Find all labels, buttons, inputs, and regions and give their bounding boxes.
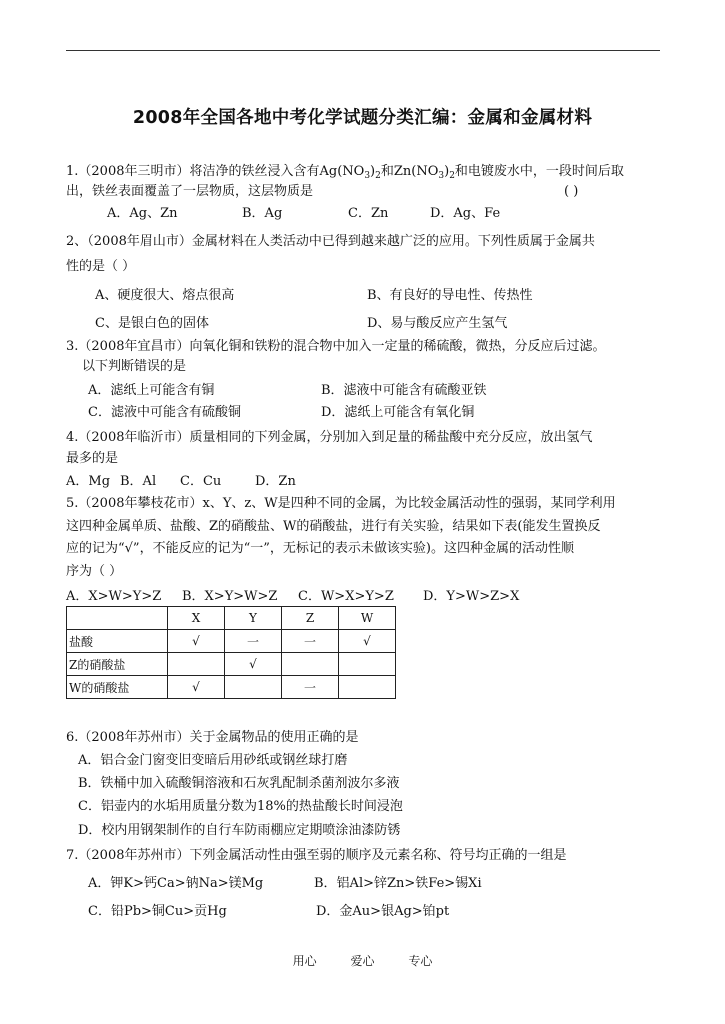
question-3-stem: 3.（2008年宜昌市）向氧化铜和铁粉的混合物中加入一定量的稀硫酸，微热，分反应后过滤。	[66, 339, 606, 354]
header-rule	[66, 50, 660, 51]
q1-option-a: A．Ag、Zn	[107, 206, 178, 221]
table-cell	[339, 653, 396, 676]
q4-option-b: B．Al	[120, 474, 157, 489]
table-header-cell: Z	[282, 607, 339, 630]
reaction-table	[66, 606, 396, 699]
footer-text: 爱心	[350, 954, 375, 968]
answer-paren: ( )	[564, 184, 579, 199]
table-cell	[339, 676, 396, 699]
table-header-row	[67, 607, 396, 630]
q1-option-d: D．Ag、Fe	[430, 206, 501, 221]
table-cell: √	[339, 630, 396, 653]
page-title: 2008年全国各地中考化学试题分类汇编：金属和金属材料	[132, 108, 593, 128]
q3-option-c: C．滤液中可能含有硫酸铜	[88, 405, 241, 420]
question-5-line4: 序为（ ）	[66, 564, 123, 579]
table-cell: √	[168, 676, 225, 699]
question-2-stem: 2、（2008年眉山市）金属材料在人类活动中已得到越来越广泛的应用。下列性质属于金属共	[66, 234, 595, 249]
table-cell: √	[168, 630, 225, 653]
question-4-stem: 4.（2008年临沂市）质量相同的下列金属，分别加入到足量的稀盐酸中充分反应，放出氢气	[66, 430, 593, 445]
question-7-stem: 7.（2008年苏州市）下列金属活动性由强至弱的顺序及元素名称、符号均正确的一组是	[66, 848, 567, 863]
q6-option-b: B．铁桶中加入硫酸铜溶液和石灰乳配制杀菌剂波尔多液	[78, 776, 400, 791]
table-row	[67, 630, 396, 653]
row-label: W的硝酸盐	[67, 676, 168, 699]
table-header-cell: W	[339, 607, 396, 630]
q7-option-b: B．铝Al>锌Zn>铁Fe>锡Xi	[314, 876, 482, 891]
row-label: Z的硝酸盐	[67, 653, 168, 676]
q2-option-c: C、是银白色的固体	[95, 316, 209, 331]
table-row	[67, 653, 396, 676]
q5-option-b: B．X>Y>W>Z	[182, 589, 278, 604]
q6-option-d: D．校内用钢架制作的自行车防雨棚应定期喷涂油漆防锈	[78, 823, 401, 838]
q7-option-d: D．金Au>银Ag>铂pt	[316, 904, 450, 919]
q3-option-a: A．滤纸上可能含有铜	[88, 383, 215, 398]
table-cell	[282, 653, 339, 676]
q5-option-a: A．X>W>Y>Z	[66, 589, 162, 604]
table-header-cell: X	[168, 607, 225, 630]
q5-option-c: C．W>X>Y>Z	[298, 589, 394, 604]
q4-option-a: A．Mg	[66, 474, 111, 489]
q4-option-d: D．Zn	[255, 474, 296, 489]
table-cell: √	[225, 653, 282, 676]
q3-option-d: D．滤纸上可能含有氧化铜	[321, 405, 475, 420]
q7-option-c: C．铅Pb>铜Cu>贡Hg	[88, 904, 227, 919]
q2-option-d: D、易与酸反应产生氢气	[367, 316, 508, 331]
table-row	[67, 676, 396, 699]
q4-option-c: C．Cu	[180, 474, 222, 489]
footer-text: 专心	[408, 954, 433, 968]
question-2-line2: 性的是（ ）	[66, 259, 136, 274]
q2-option-b: B、有良好的导电性、传热性	[367, 288, 533, 303]
q5-option-d: D．Y>W>Z>X	[423, 589, 520, 604]
question-1-stem: 1.（2008年三明市）将洁净的铁丝浸入含有$Ag(NO_3)_2$和$Zn(NO_3)_2$和电镀废水中，一段时间后取	[66, 164, 624, 181]
question-1-line2: 出，铁丝表面覆盖了一层物质，这层物质是	[66, 184, 314, 199]
q7-option-a: A．钾K>钙Ca>钠Na>镁Mg	[88, 876, 264, 891]
table-header-cell: Y	[225, 607, 282, 630]
q6-option-a: A．铝合金门窗变旧变暗后用砂纸或钢丝球打磨	[78, 753, 348, 768]
table-cell	[168, 653, 225, 676]
row-label: 盐酸	[67, 630, 168, 653]
table-corner-cell	[67, 607, 168, 630]
question-6-stem: 6.（2008年苏州市）关于金属物品的使用正确的是	[66, 730, 359, 745]
q1-option-c: C．Zn	[348, 206, 389, 221]
q6-option-c: C．铝壶内的水垢用质量分数为18%的热盐酸长时间浸泡	[78, 799, 403, 814]
question-5-line3: 应的记为“√”，不能反应的记为“一”，无标记的表示未做该实验)。这四种金属的活动性顺	[66, 541, 574, 556]
page-footer	[0, 952, 725, 969]
question-4-line2: 最多的是	[66, 451, 119, 466]
table-cell: 一	[225, 630, 282, 653]
question-5-line2: 这四种金属单质、盐酸、Z的硝酸盐、W的硝酸盐，进行有关实验，结果如下表(能发生置换反	[66, 519, 601, 534]
q2-option-a: A、硬度很大、熔点很高	[95, 288, 235, 303]
footer-text: 用心	[292, 954, 317, 968]
question-3-line2: 以下判断错误的是	[82, 359, 187, 374]
table-cell	[225, 676, 282, 699]
question-5-stem: 5.（2008年攀枝花市）x、Y、z、W是四种不同的金属，为比较金属活动性的强弱，某同学利用	[66, 496, 616, 511]
table-cell: 一	[282, 630, 339, 653]
q1-option-b: B．Ag	[242, 206, 283, 221]
q3-option-b: B．滤液中可能含有硫酸亚铁	[321, 383, 487, 398]
table-cell: 一	[282, 676, 339, 699]
